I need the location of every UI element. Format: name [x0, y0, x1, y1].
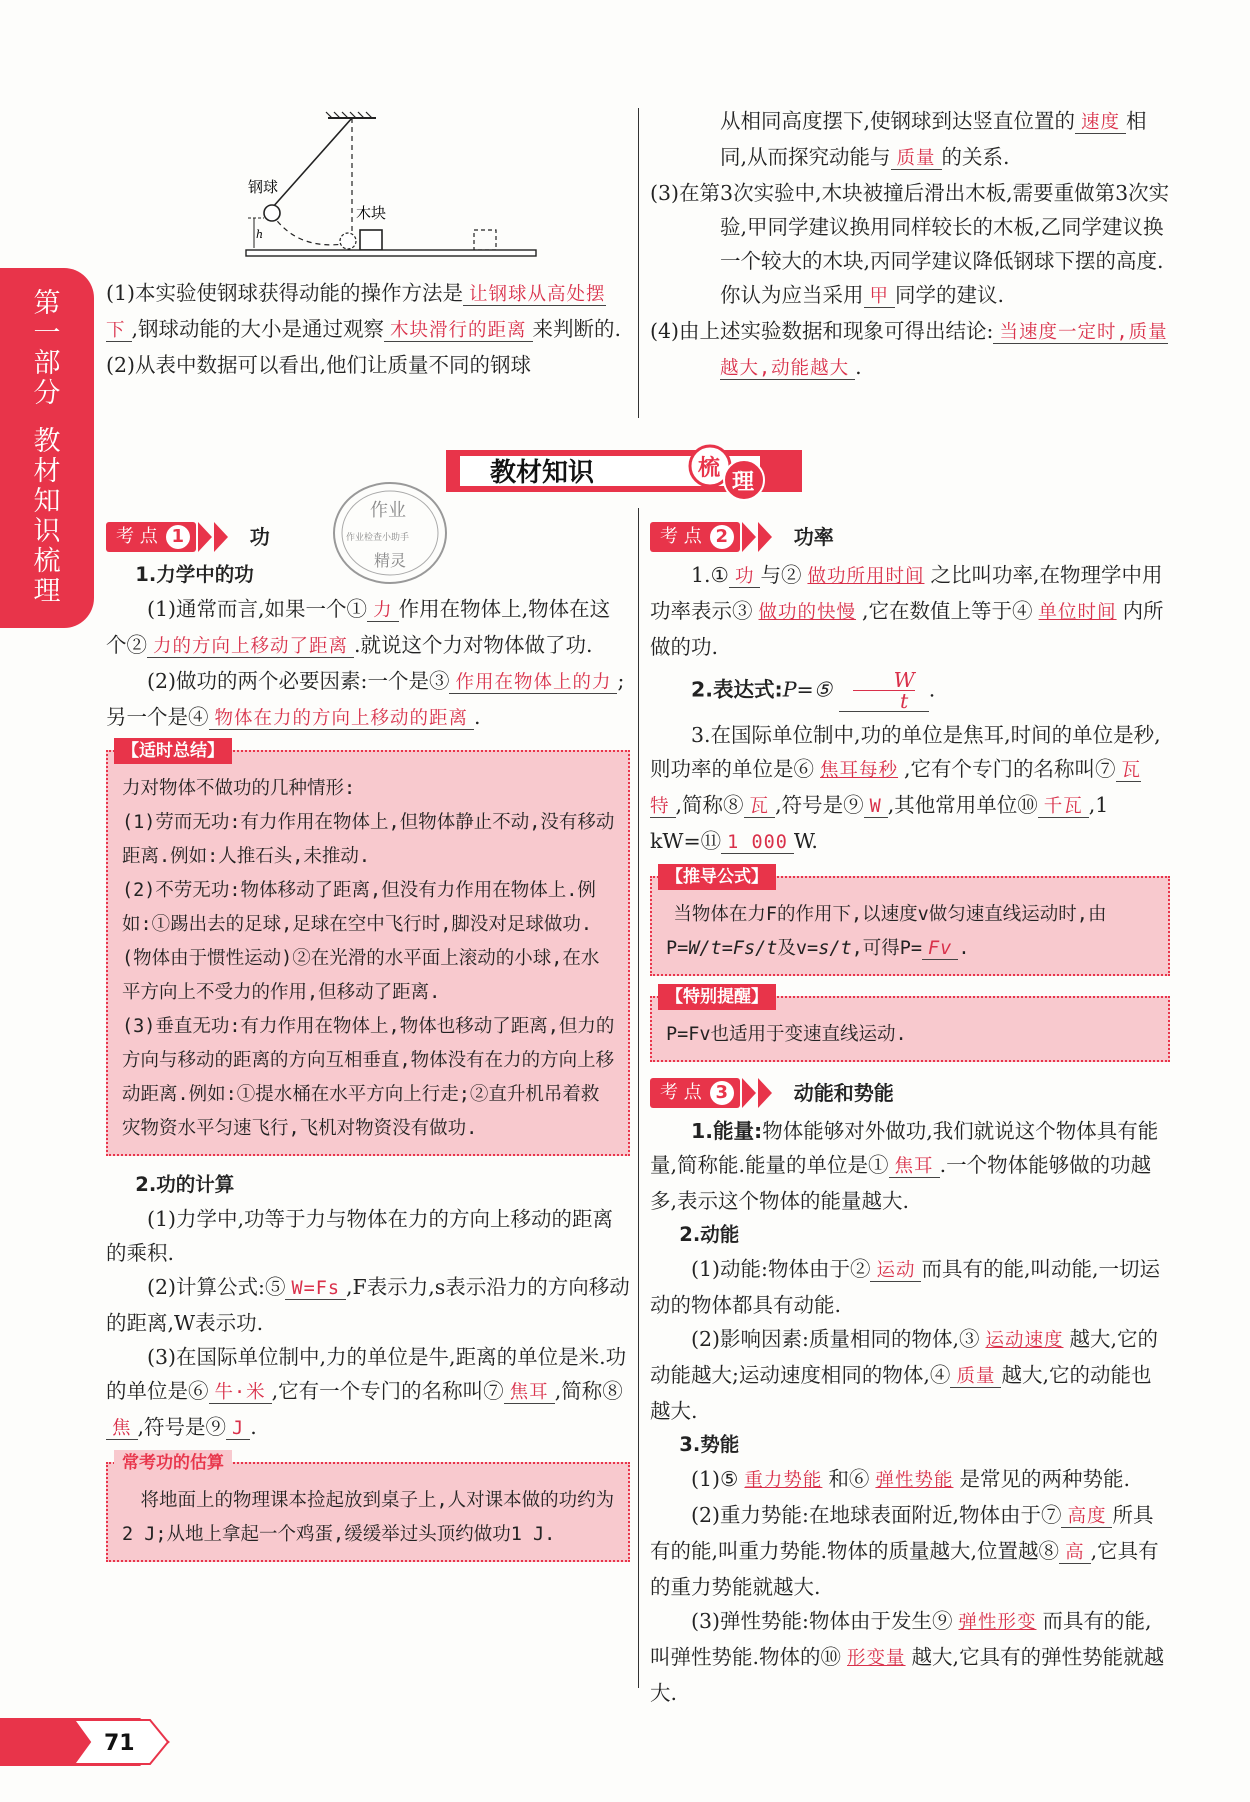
paragraph: 2.表达式:P=⑤ $\frac{W}{t}$ . — [691, 668, 936, 713]
paragraph: 3.在国际单位制中,功的单位是焦耳,时间的单位是秒,则功率的单位是⑥ 焦耳每秒 ,它有个专门的名称叫⑦ 瓦特 ,简称⑧ 瓦 ,符号是⑨ W ,其他常用单位⑩ 千瓦 ,1 kW=⑪ 1 000 W. — [650, 723, 1161, 853]
kaodian-2-heading: 考 点 2 功率 — [650, 520, 1170, 554]
column-divider — [638, 108, 639, 418]
section-banner — [440, 440, 810, 502]
paragraph: (2)影响因素:质量相同的物体,③ 运动速度 越大,它的动能越大;运动速度相同的物体,④ 质量 越大,它的动能也越大. — [650, 1327, 1159, 1423]
subheading: 3.势能 — [679, 1433, 740, 1456]
side-tab-section: 教材知识梳理 — [33, 426, 61, 607]
answer: 甲 — [864, 286, 896, 308]
chapter-side-tab — [0, 268, 94, 628]
kaodian-1-title: 功 — [249, 525, 270, 549]
column-divider-lower — [638, 508, 639, 1688]
top-right-text — [650, 104, 1170, 386]
svg-text:作业检查小助手: 作业检查小助手 — [346, 533, 410, 543]
answer: 木块滑行的距离 — [384, 320, 533, 342]
svg-text:作业: 作业 — [370, 500, 406, 521]
box-tag: 【适时总结】 — [114, 738, 232, 764]
paragraph: (2)做功的两个必要因素:一个是③ 作用在物体上的力 ;另一个是④ 物体在力的方向上移动的距离 . — [106, 669, 625, 729]
kaodian-3-heading: 考 点 3 动能和势能 — [650, 1076, 1170, 1110]
formula-box: 【推导公式】 当物体在力F的作用下,以速度v做匀速直线运动时,由P=W/t=Fs/t及v=s/t,可得P= Fv . — [650, 876, 1170, 976]
banner-title: 教材知识 — [490, 458, 595, 488]
page-number-tab — [0, 1712, 180, 1772]
paragraph: 1.① 功 与② 做功所用时间 之比叫功率,在物理学中用功率表示③ 做功的快慢 ,它在数值上等于④ 单位时间 内所做的功. — [650, 563, 1164, 659]
box-tag: 【推导公式】 — [658, 864, 776, 890]
answer: 质量 — [891, 148, 942, 170]
paragraph: (2)重力势能:在地球表面附近,物体由于⑦ 高度 所具有的能,叫重力势能.物体的质量越大,位置越⑧ 高 ,它具有的重力势能就越大. — [650, 1503, 1159, 1599]
block-label: 木块 — [356, 204, 387, 222]
paragraph: 1.能量:物体能够对外做功,我们就说这个物体具有能量,简称能.能量的单位是① 焦耳 .一个物体能够做的功越多,表示这个物体的能量越大. — [650, 1119, 1159, 1213]
kaodian-1-heading: 考 点 1 功 — [106, 520, 630, 554]
paragraph: (1)通常而言,如果一个① 力 作用在物体上,物体在这个② 力的方向上移动了距离 .就说这个力对物体做了功. — [106, 597, 611, 657]
box-tag: 常考功的估算 — [114, 1450, 232, 1476]
question-2-cont: 从相同高度摆下,使钢球到达竖直位置的 速度 相同,从而探究动能与 质量 的关系. — [720, 109, 1147, 169]
banner-badge-2: 理 — [732, 470, 755, 495]
kaodian-2-title: 功率 — [793, 525, 834, 549]
question-4: (4)由上述实验数据和现象可得出结论: 当速度一定时,质量越大,动能越大 . — [650, 319, 1168, 379]
question-2-start: (2)从表中数据可以看出,他们让质量不同的钢球 — [106, 353, 532, 377]
paragraph: (2)计算公式:⑤ W=Fs ,F表示力,s表示沿力的方向移动的距离,W表示功. — [106, 1275, 630, 1335]
top-left-text — [106, 276, 630, 382]
answer: 当速度一定时,质量越大,动能越大 — [720, 322, 1168, 379]
subheading: 1.力学中的功 — [135, 563, 254, 586]
subheading: 2.动能 — [679, 1223, 740, 1246]
page-number: 71 — [104, 1731, 135, 1756]
question-3: (3)在第3次实验中,木块被撞后滑出木板,需要重做第3次实验,甲同学建议换用同样较长的木板,乙同学建议换一个较大的木块,丙同学建议降低钢球下摆的高度.你认为应当采用 甲 同学的建议. — [650, 181, 1170, 307]
side-tab-part: 第一部分 — [33, 288, 61, 409]
kaodian-3 — [650, 1076, 1170, 1710]
box-tag: 【特别提醒】 — [658, 984, 776, 1010]
estimate-box: 常考功的估算 将地面上的物理课本捡起放到桌子上,人对课本做的功约为2 J;从地上拿起一个鸡蛋,缓缓举过头顶约做功1 J. — [106, 1462, 630, 1562]
paragraph: (1)动能:物体由于② 运动 而具有的能,叫动能,一切运动的物体都具有动能. — [650, 1257, 1161, 1317]
pendulum-figure — [236, 110, 546, 270]
summary-box: 【适时总结】 力对物体不做功的几种情形: (1)劳而无功:有力作用在物体上,但物体静止不动,没有移动距离.例如:人推石头,未推动. (2)不劳无功:物体移动了距离,但没有力作用在物体上.例如:①踢出去的足球,足球在空中飞行时,脚没对足球做功.(物体由于惯性运动)②在光滑的水平面上滚动的小球,在水平方向上不受力的作用,但移动了距离. (3)垂直无功:有力作用在物体上,物体也移动了距离,但力的方向与移动的距离的方向互相垂直,物体没有在力的方向上移动距离.例如:①提水桶在水平方向上行走;②直升机吊着救灾物资水平匀速飞行,飞机对物资没有做功. — [106, 750, 630, 1156]
kaodian-2 — [650, 514, 1170, 1710]
kaodian-1 — [106, 514, 630, 1572]
answer: 速度 — [1075, 112, 1126, 134]
paragraph: (1)力学中,功等于力与物体在力的方向上移动的距离的乘积. — [106, 1207, 614, 1265]
answer: 让钢球从高处摆下 — [106, 284, 606, 341]
subheading: 2.功的计算 — [135, 1173, 235, 1196]
reminder-box: 【特别提醒】 P=Fv也适用于变速直线运动. — [650, 996, 1170, 1062]
kaodian-3-title: 动能和势能 — [793, 1081, 894, 1105]
banner-badge-1: 梳 — [698, 456, 721, 481]
paragraph: (3)弹性势能:物体由于发生⑨ 弹性形变 而具有的能,叫弹性势能.物体的⑩ 形变量 越大,它具有的弹性势能就越大. — [650, 1609, 1165, 1705]
svg-text:精灵: 精灵 — [374, 551, 407, 570]
question-1: (1)本实验使钢球获得动能的操作方法是 让钢球从高处摆下 ,钢球动能的大小是通过观察 木块滑行的距离 来判断的. — [106, 281, 622, 341]
paragraph: (1)⑤ 重力势能 和⑥ 弹性势能 是常见的两种势能. — [691, 1467, 1130, 1491]
h-label: h — [256, 228, 264, 241]
ball-label: 钢球 — [248, 178, 279, 196]
paragraph: (3)在国际单位制中,力的单位是牛,距离的单位是米.功的单位是⑥ 牛·米 ,它有一个专门的名称叫⑦ 焦耳 ,简称⑧焦 ,符号是⑨ J . — [106, 1345, 627, 1439]
